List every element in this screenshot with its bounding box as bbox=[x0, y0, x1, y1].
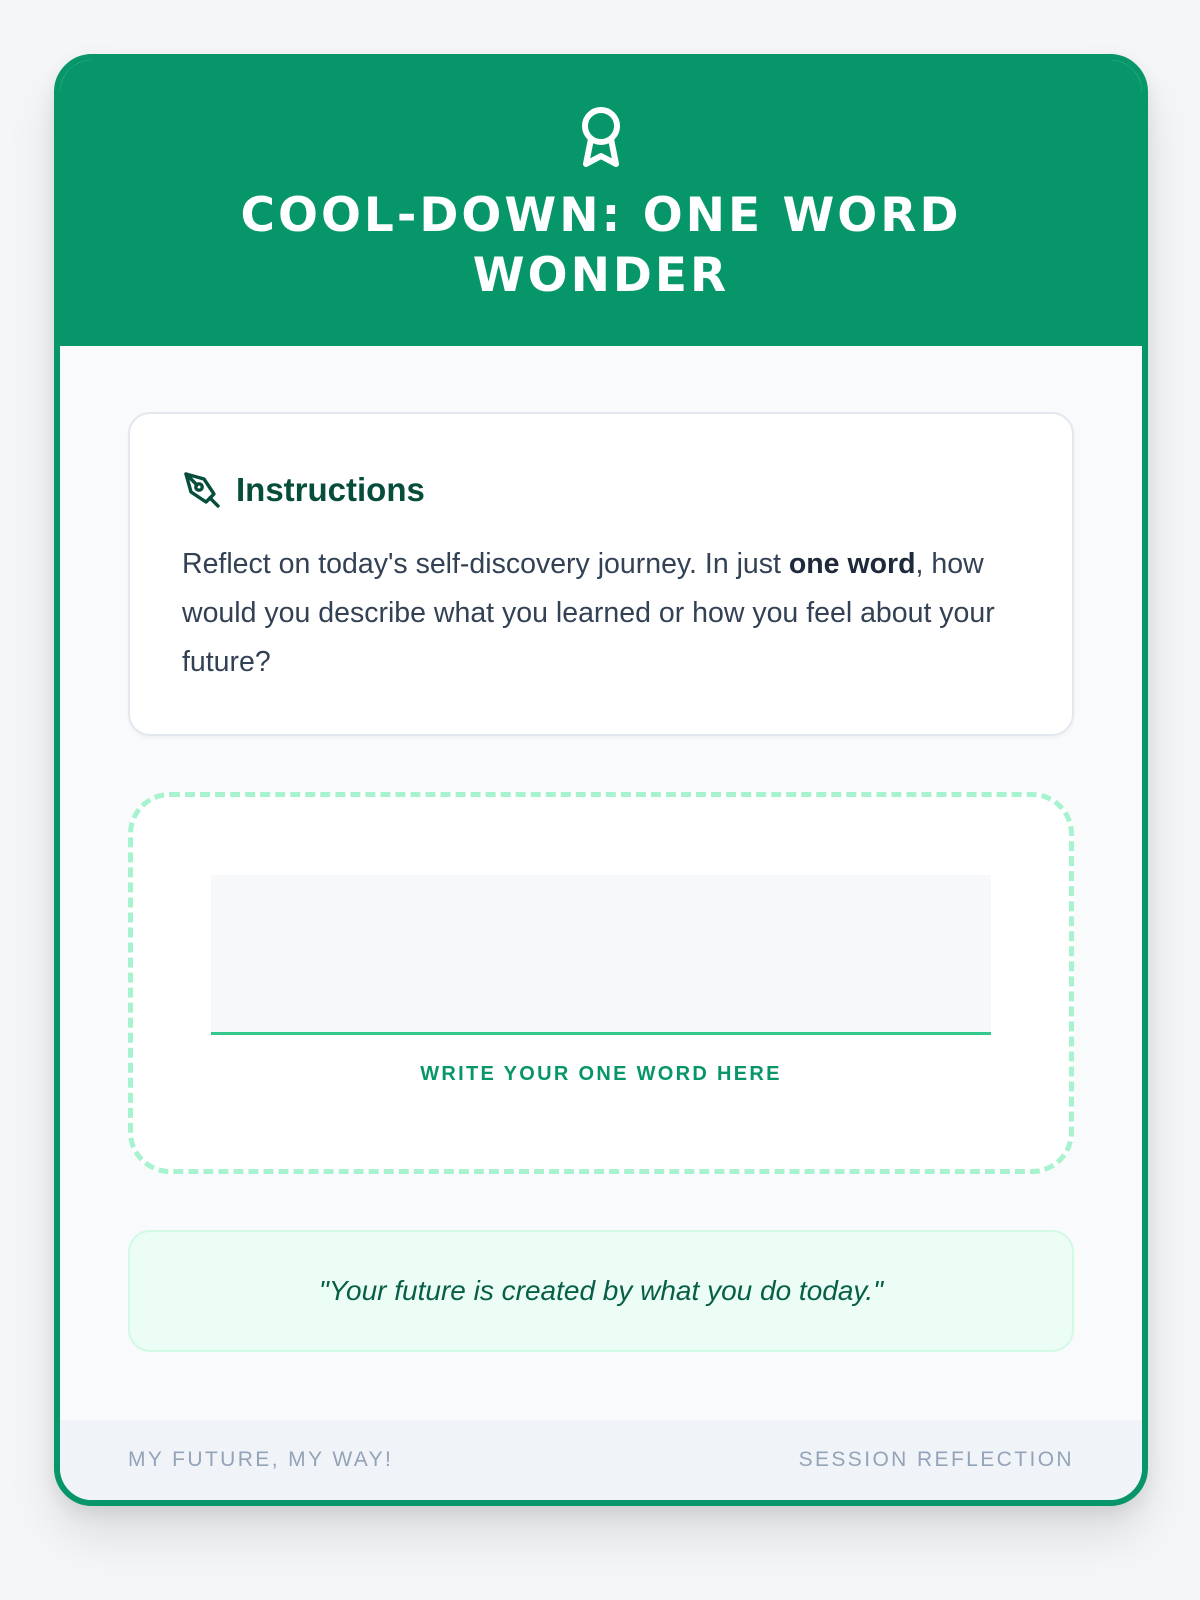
instructions-header bbox=[182, 470, 425, 510]
instructions-card bbox=[128, 412, 1074, 736]
pen-tool-icon bbox=[182, 470, 222, 510]
page-title: COOL-DOWN: ONE WORD WONDER bbox=[240, 188, 962, 303]
instructions-text-part: , how would you describe what you learned or how you feel about your future? bbox=[182, 548, 995, 678]
one-word-input[interactable] bbox=[211, 875, 991, 1035]
card-header bbox=[60, 60, 1142, 346]
instructions-text bbox=[182, 540, 1032, 687]
card-footer bbox=[60, 1420, 1142, 1506]
award-icon bbox=[578, 106, 624, 172]
quote-box bbox=[128, 1230, 1074, 1352]
one-word-box bbox=[128, 792, 1074, 1174]
one-word-label: WRITE YOUR ONE WORD HERE bbox=[420, 1063, 782, 1085]
instructions-text-part: Reflect on today's self-discovery journey. In just bbox=[182, 548, 789, 580]
activity-card bbox=[54, 54, 1148, 1506]
footer-right-text: SESSION REFLECTION bbox=[798, 1448, 1074, 1471]
instructions-title: Instructions bbox=[236, 471, 425, 508]
quote-text: "Your future is created by what you do today." bbox=[318, 1275, 884, 1306]
instructions-emphasis: one word bbox=[788, 548, 916, 580]
footer-left-text: MY FUTURE, MY WAY! bbox=[128, 1448, 394, 1471]
